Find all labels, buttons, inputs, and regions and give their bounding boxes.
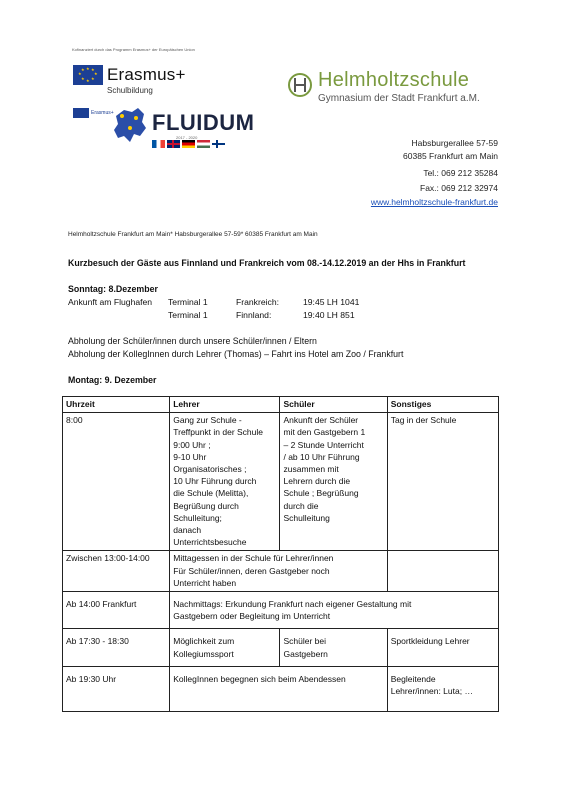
eu-flag-icon: ★ ★ ★ ★ ★ ★ ★ ★ [73, 65, 103, 85]
monday-heading: Montag: 9. Dezember [68, 375, 157, 385]
cell-sonstiges: Begleitende Lehrer/innen: Luta; … [387, 666, 498, 711]
erasmus-subtitle: Schulbildung [107, 86, 153, 95]
europe-map-icon [110, 106, 150, 144]
arrival-terminal-2: Terminal 1 [168, 310, 208, 320]
table-row [63, 413, 499, 551]
table-row [63, 629, 499, 666]
cell-lehrer: Gang zur Schule - Treffpunkt in der Schule 9:00 Uhr ; 9-10 Uhr Organisatorisches ; 10 Uhr Führung durch die Schule (Melitta), Begrüßung durch Schulleitung; danach Unterrichtsbesuche [170, 413, 280, 551]
school-logo-subtitle: Gymnasium der Stadt Frankfurt a.M. [318, 93, 480, 104]
monday-schedule-table [62, 396, 499, 712]
school-logo-name: Helmholtzschule [318, 69, 470, 91]
germany-flag-icon [182, 140, 195, 148]
fluidum-erasmus-label: Erasmus+ [91, 110, 114, 116]
header-schueler: Schüler [280, 397, 387, 413]
cell-sonstiges: Sportkleidung Lehrer [387, 629, 498, 666]
erasmus-cofunding-text: Kofinanziert durch das Programm Erasmus+ der Europäischen Union [72, 47, 195, 52]
cell-schueler: Ankunft der Schüler mit den Gastgebern 1 – 2 Stunde Unterricht / ab 10 Uhr Führung zusammen mit Lehrern durch die Schule ; Begrüßung durch die Schulleitung [280, 413, 387, 551]
cell-schueler: Schüler bei Gastgebern [280, 629, 387, 666]
address-street: Habsburgerallee 57-59 [411, 138, 498, 148]
cell-time: Ab 14:00 Frankfurt [63, 592, 170, 629]
arrival-country-2: Finnland: [236, 310, 272, 320]
address-tel: Tel.: 069 212 35284 [423, 168, 498, 178]
uk-flag-icon [167, 140, 180, 148]
cell-time: Ab 19:30 Uhr [63, 666, 170, 711]
address-fax: Fax.: 069 212 32974 [420, 183, 498, 193]
cell-time: 8:00 [63, 413, 170, 551]
cell-time: Ab 17:30 - 18:30 [63, 629, 170, 666]
helmholtzschule-emblem-icon [287, 70, 313, 100]
erasmus-logo-text: Erasmus+ [107, 65, 186, 84]
cell-merged: Mittagessen in der Schule für Lehrer/innen Für Schüler/innen, deren Gastgeber noch Unterricht haben [170, 551, 387, 592]
pickup-teachers: Abholung der KollegInnen durch Lehrer (Thomas) – Fahrt ins Hotel am Zoo / Frankfurt [68, 349, 404, 359]
header-uhrzeit: Uhrzeit [63, 397, 170, 413]
finland-flag-icon [212, 140, 225, 148]
sender-line: Helmholtzschule Frankfurt am Main* Habsburgerallee 57-59* 60385 Frankfurt am Main [68, 231, 318, 238]
table-header-row [63, 397, 499, 413]
document-subject: Kurzbesuch der Gäste aus Finnland und Frankreich vom 08.-14.12.2019 an der Hhs in Frankfurt [68, 258, 466, 268]
pickup-students: Abholung der Schüler/innen durch unsere Schüler/innen / Eltern [68, 336, 317, 346]
fluidum-years: 2017 - 2020 [176, 135, 198, 140]
hungary-flag-icon [197, 140, 210, 148]
cell-time: Zwischen 13:00-14:00 [63, 551, 170, 592]
cell-merged: Nachmittags: Erkundung Frankfurt nach eigener Gestaltung mit Gastgebern oder Begleitung im Unterricht [170, 592, 499, 629]
arrival-flight-2: 19:40 LH 851 [303, 310, 355, 320]
partner-flags [152, 140, 225, 148]
arrival-country-1: Frankreich: [236, 297, 279, 307]
arrival-label: Ankunft am Flughafen [68, 297, 153, 307]
cell-merged: KollegInnen begegnen sich beim Abendessen [170, 666, 387, 711]
fluidum-logo-text: FLUIDUM [152, 110, 255, 135]
arrival-terminal-1: Terminal 1 [168, 297, 208, 307]
cell-sonstiges: Tag in der Schule [387, 413, 498, 551]
cell-lehrer: Möglichkeit zum Kollegiumssport [170, 629, 280, 666]
fluidum-eu-flag-icon [73, 108, 89, 118]
cell-sonstiges [387, 551, 498, 592]
header-lehrer: Lehrer [170, 397, 280, 413]
table-row [63, 551, 499, 592]
address-city: 60385 Frankfurt am Main [403, 151, 498, 161]
header-sonstiges: Sonstiges [387, 397, 498, 413]
france-flag-icon [152, 140, 165, 148]
sunday-heading: Sonntag: 8.Dezember [68, 284, 158, 294]
table-row [63, 666, 499, 711]
school-website-link[interactable]: www.helmholtzschule-frankfurt.de [370, 197, 498, 207]
table-row [63, 592, 499, 629]
arrival-flight-1: 19:45 LH 1041 [303, 297, 360, 307]
